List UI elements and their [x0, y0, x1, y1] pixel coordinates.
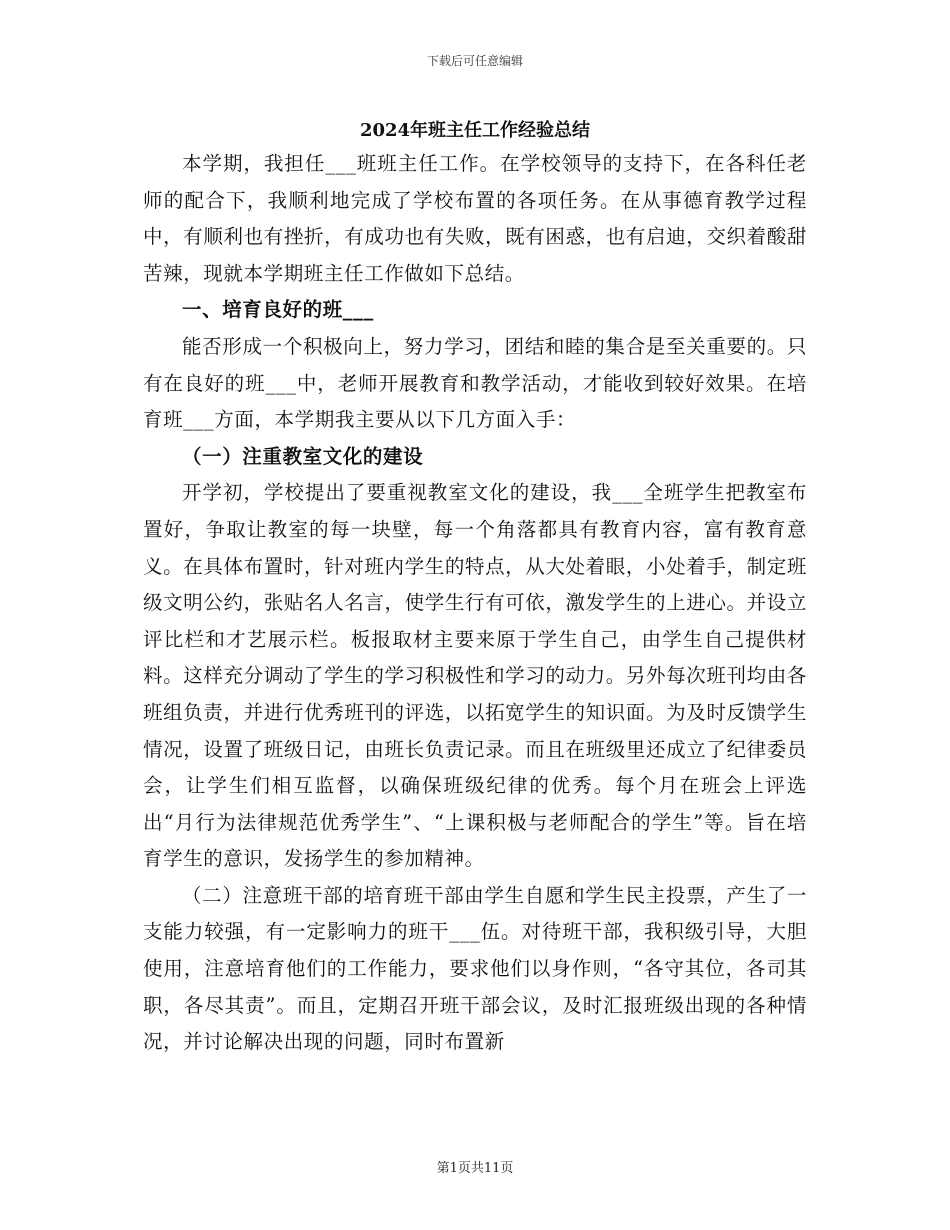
paragraph-classroom-culture: 开学初，学校提出了要重视教室文化的建设，我___全班学生把教室布置好，争取让教室的每一块壁，每一个角落都具有教育内容，富有教育意义。在具体布置时，针对班内学生的特点，从大处着眼，小处着手，制定班级文明公约，张贴名人名言，使学生行有可依，激发学生的上进心。并设立评比栏和才艺展示栏。板报取材主要来原于学生自己，由学生自己提供材料。这样充分调动了学生的学习积极性和学习的动力。另外每次班刊均由各班组负责，并进行优秀班刊的评选，以拓宽学生的知识面。为及时反馈学生情况，设置了班级日记，由班长负责记录。而且在班级里还成立了纪律委员会，让学生们相互监督，以确保班级纪律的优秀。每个月在班会上评选出“月行为法律规范优秀学生”、“上课积极与老师配合的学生”等。旨在培育学生的意识，发扬学生的参加精神。 [143, 481, 807, 871]
document-body [143, 146, 807, 1061]
paragraph-section-1: 能否形成一个积极向上，努力学习，团结和睦的集合是至关重要的。只有在良好的班___中，老师开展教育和教学活动，才能收到较好效果。在培育班___方面，本学期我主要从以下几方面入手： [143, 334, 807, 432]
page-header: 下载后可任意编辑 [426, 54, 523, 68]
document-title: 2024年班主任工作经验总结 [359, 120, 591, 141]
subsection-heading-1: （一）注重教室文化的建设 [182, 444, 424, 468]
section-heading-1: 一、培育良好的班___ [182, 298, 374, 322]
paragraph-intro: 本学期，我担任___班班主任工作。在学校领导的支持下，在各科任老师的配合下，我顺利地完成了学校布置的各项任务。在从事德育教学过程中，有顺利也有挫折，有成功也有失败，既有困惑，也有启迪，交织着酸甜苦辣，现就本学期班主任工作做如下总结。 [143, 152, 807, 285]
page-footer: 第1页共11页 [436, 1161, 514, 1176]
paragraph-class-cadres: （二）注意班干部的培育班干部由学生自愿和学生民主投票，产生了一支能力较强，有一定影响力的班干___伍。对待班干部，我积级引导，大胆使用，注意培育他们的工作能力，要求他们以身作则，“各守其位，各司其职，各尽其责”。而且，定期召开班干部会议，及时汇报班级出现的各种情况，并讨论解决出现的问题，同时布置新 [143, 883, 807, 1054]
